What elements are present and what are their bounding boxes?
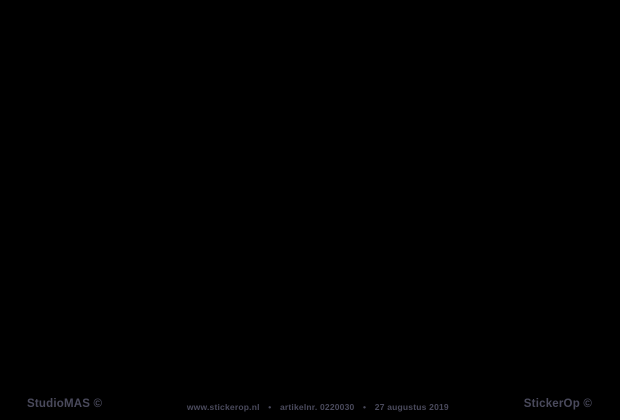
bullet-separator-icon: • — [268, 402, 272, 412]
artikelnr-text: artikelnr. 0220030 — [279, 402, 355, 412]
date-text: 27 augustus 2019 — [374, 402, 449, 412]
studio-credit: StudioMAS © — [27, 398, 103, 410]
proof-meta-line — [187, 402, 449, 412]
website-text: www.stickerop.nl — [186, 402, 260, 412]
vendor-credit: StickerOp © — [523, 398, 592, 410]
bullet-separator-icon: • — [363, 402, 367, 412]
proof-footer — [0, 398, 620, 414]
